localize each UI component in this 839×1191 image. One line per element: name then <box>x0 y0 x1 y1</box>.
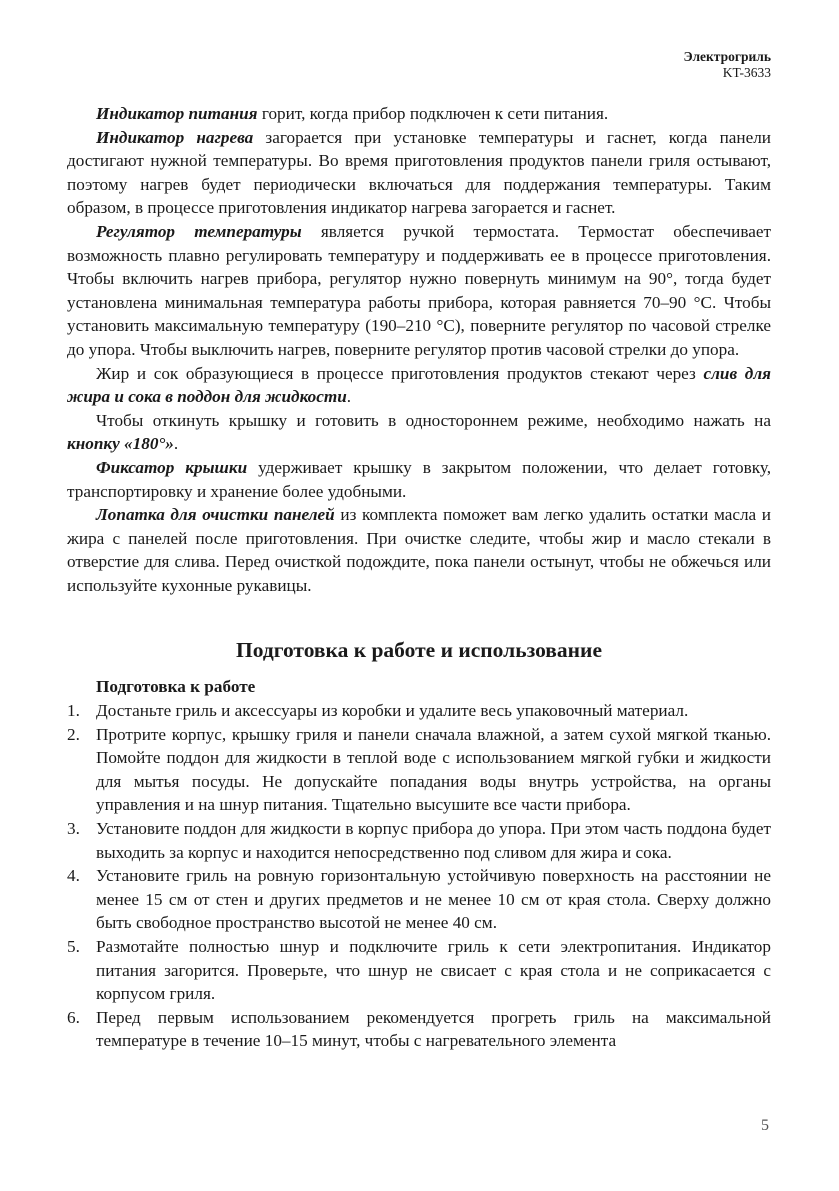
section-title: Подготовка к работе и использование <box>236 638 602 663</box>
paragraph-180-button <box>67 409 771 456</box>
page-number: 5 <box>761 1117 769 1134</box>
header-product: Электрогриль <box>683 49 771 64</box>
page-header <box>683 49 771 81</box>
term-cleaning-spatula: Лопатка для очистки панелей <box>96 505 335 525</box>
list-item <box>67 817 771 864</box>
section-subheading: Подготовка к работе <box>96 677 256 697</box>
list-item <box>67 723 771 817</box>
list-item <box>67 935 771 1006</box>
step-number: 3. <box>67 819 80 839</box>
step-number: 1. <box>67 701 80 721</box>
paragraph-heat-indicator <box>67 126 771 220</box>
paragraph-cleaning-spatula <box>67 503 771 597</box>
paragraph-text: горит, когда прибор подключен к сети питания. <box>257 104 609 123</box>
paragraph-text: является ручкой термостата. Термостат обеспечивает возможность плавно регулировать температуру и поддерживать ее в процессе приготовления. Чтобы включить нагрев прибора, регулятор нужно повернуть минимум на 90°, тогда будет установлена минимальная температура работы прибора, которая равняется 70–90 °C. Чтобы установить максимальную температуру (190–210 °C), поверните регулятор по часовой стрелке до упора. Чтобы выключить нагрев, поверните регулятор против часовой стрелки до упора. <box>67 221 771 359</box>
steps-list <box>67 699 771 1053</box>
page-body <box>67 102 771 1053</box>
list-item <box>67 1006 771 1053</box>
term-drain: слив для жира и сока в поддон для жидкости <box>67 363 772 407</box>
paragraph-power-indicator <box>67 102 771 126</box>
paragraph-lead: Чтобы откинуть крышку и готовить в одностороннем режиме, необходимо нажать на <box>96 410 771 430</box>
term-power-indicator: Индикатор питания <box>96 104 258 123</box>
list-item <box>67 699 771 723</box>
term-heat-indicator: Индикатор нагрева <box>96 127 254 147</box>
term-lid-lock: Фиксатор крышки <box>96 457 248 477</box>
step-text: Установите поддон для жидкости в корпус прибора до упора. При этом часть поддона будет выходить за корпус и находится непосредственно под сливом для жира и сока. <box>96 819 771 862</box>
paragraph-lead: Жир и сок образующиеся в процессе приготовления продуктов стекают через <box>96 363 704 383</box>
term-180-button: кнопку «180°» <box>67 434 174 454</box>
paragraph-tail: . <box>346 387 352 407</box>
paragraph-temperature-regulator <box>67 220 771 362</box>
step-number: 5. <box>67 937 80 956</box>
step-text: Достаньте гриль и аксессуары из коробки и удалите весь упаковочный материал. <box>96 701 689 721</box>
header-model: KT-3633 <box>722 65 771 80</box>
term-temperature-regulator: Регулятор температуры <box>96 221 302 241</box>
list-item <box>67 864 771 935</box>
step-text: Установите гриль на ровную горизонтальную устойчивую поверхность на расстоянии не менее 15 см от стен и других предметов и не менее 10 см от края стола. Сверху должно быть свободное пространство высотой не менее 40 см. <box>96 866 771 933</box>
paragraph-lid-lock <box>67 456 771 503</box>
step-number: 6. <box>67 1007 80 1027</box>
paragraph-text: загорается при установке температуры и гаснет, когда панели достигают нужной температуры. Во время приготовления продуктов панели гриля остывают, поэтому нагрев будет периодически включаться для поддержания температуры. Таким образом, в процессе приготовления индикатор нагрева загорается и гаснет. <box>67 127 772 218</box>
step-text: Перед первым использованием рекомендуется прогреть гриль на максимальной температуре в течение 10–15 минут, чтобы с нагревательного элемента <box>96 1007 771 1051</box>
step-number: 2. <box>67 724 80 744</box>
paragraph-text: удерживает крышку в закрытом положении, что делает готовку, транспортировку и хранение более удобными. <box>67 457 772 501</box>
paragraph-drain <box>67 362 771 409</box>
step-number: 4. <box>67 866 80 886</box>
step-text: Протрите корпус, крышку гриля и панели сначала влажной, а затем сухой мягкой тканью. Помойте поддон для жидкости в теплой воде с использованием мягкой губки и жидкости для мытья посуды. Не допускайте попадания воды внутрь устройства, на органы управления и на шнур питания. Тщательно высушите все части прибора. <box>96 724 771 815</box>
paragraph-text: из комплекта поможет вам легко удалить остатки масла и жира с панелей после приготовления. При очистке следите, чтобы жир и масло стекали в отверстие для слива. Перед очисткой подождите, пока панели остынут, чтобы не обжечься или используйте кухонные рукавицы. <box>67 505 771 595</box>
paragraph-tail: . <box>173 434 179 454</box>
step-text: Размотайте полностью шнур и подключите гриль к сети электропитания. Индикатор питания загорится. Проверьте, что шнур не свисает с края стола и не соприкасается с корпусом гриля. <box>96 937 771 1004</box>
